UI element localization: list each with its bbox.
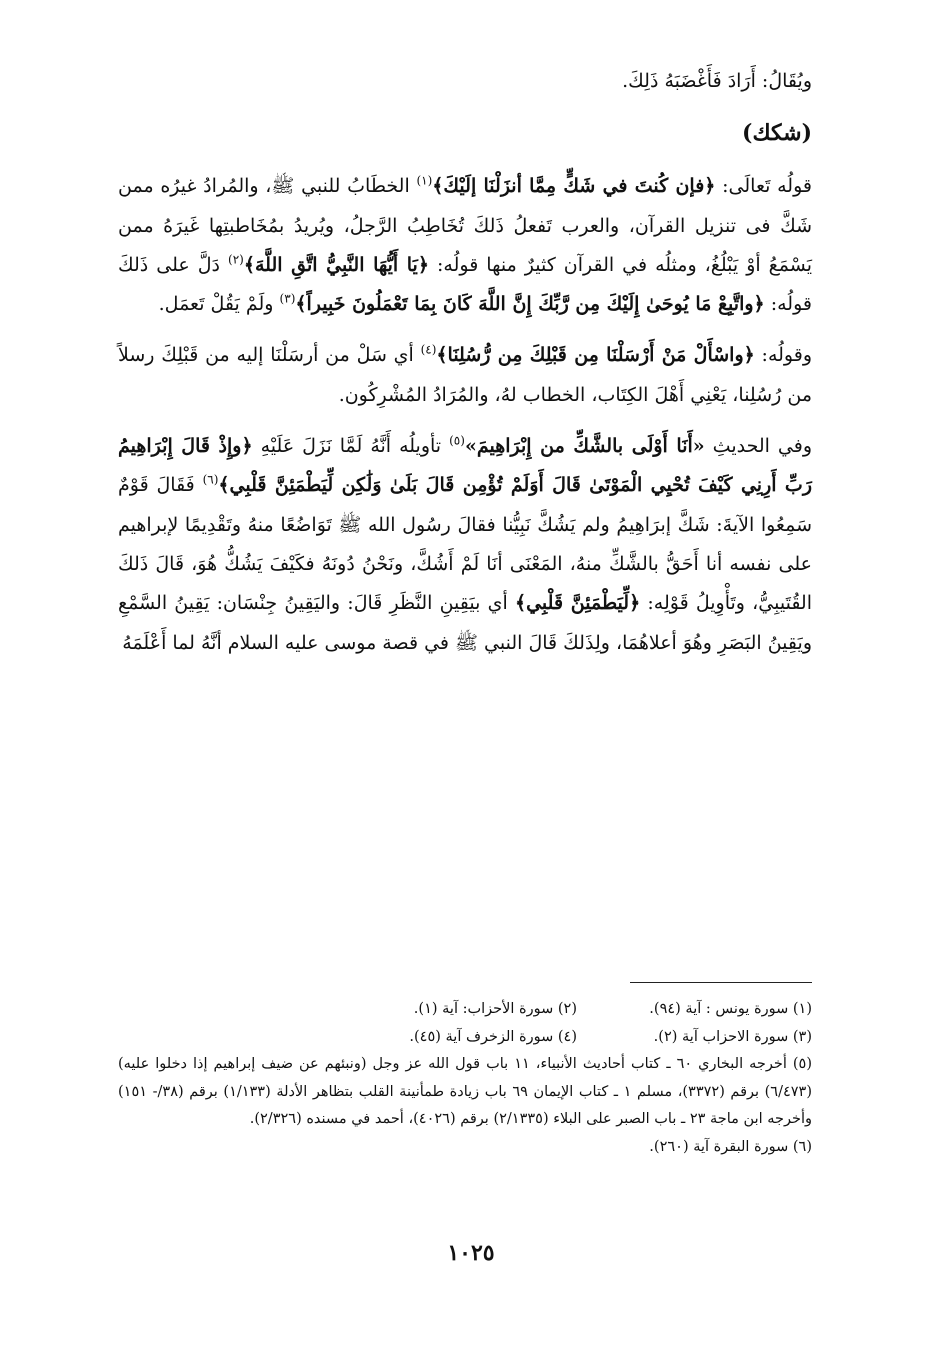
p3-intro: وفي الحديثِ	[712, 435, 813, 458]
footnote-6: (٦) سورة البقرة آية (٢٦٠).	[649, 1138, 812, 1155]
p2-text: أي سَلْ من أرسَلْنَا إليه من قَبْلِكَ رسلاً من رُسُلِنا، يَعْنِي أَهْلَ الكِتَاب، الخطاب لهُ، والمُرَادُ المُشْرِكُون.	[118, 344, 812, 406]
footnote-ref-3: (٣)	[279, 291, 296, 306]
footnotes	[118, 996, 812, 1161]
footnote-row-1	[118, 996, 812, 1024]
p3-text-1: تأويلُه أَنَّهُ لَمَّا نَزَلَ عَلَيْهِ	[260, 435, 442, 458]
footnote-ref-1: (١)	[416, 173, 433, 188]
p2-intro: وقولُه:	[761, 344, 812, 367]
entry-heading: (شكك)	[742, 120, 812, 147]
footnote-ref-4: (٤)	[420, 343, 437, 358]
quran-verse-4: ﴿واسْأَلْ مَنْ أَرْسَلْنَا مِن قَبْلِكَ مِن رُّسُلِنَا﴾	[436, 344, 755, 367]
paragraph-3	[118, 427, 812, 663]
paragraph-1	[118, 167, 812, 324]
quran-verse-6: ﴿لِّيَطْمَئِنَّ قَلْبِي﴾	[514, 592, 641, 615]
footnote-ref-6: (٦)	[202, 473, 219, 488]
p3-text-2: فَقَالَ قَوْمٌ سَمِعُوا الآيةَ: شَكَّ إبرَاهِيمُ ولم يَشُكَّ نَبِيُّنا فقالَ رسُول الله ﷺ تَوَاضُعًا منهُ وتَقْدِيمًا لإبراهيم على نفسه أنا أَحَقُّ بالشَّكِّ منهُ، المَعْنَى أنَا لَمْ أَشُكَّ، ونَحْنُ دُونَهُ فكَيْفَ يَشُكُّ هُوَ، قَالَ ذَلكَ القُتَيبِيُّ، وتَأْوِيلُ قَوْلِه:	[118, 474, 812, 615]
p1-text-3: ولَمْ يَقُلْ تَعمَل.	[158, 293, 274, 316]
footnote-5: (٥) أخرجه البخاري ٦٠ ـ كتاب أحاديث الأنبياء، ١١ باب قول الله عز وجل (ونبئهم عن ضيف إبراهيم إذا دخلوا عليه) (٦/٤٧٣) برقم (٣٣٧٢)، مسلم ١ ـ كتاب الإيمان ٦٩ باب زيادة طمأنينة القلب بتظاهر الأدلة (١/١٣٣) برقم (٣٨/- ١٥١) وأخرجه ابن ماجة ٢٣ ـ باب الصبر على البلاء (٢/١٣٣٥) برقم (٤٠٢٦)، أحمد في مسنده (٢/٣٢٦).	[118, 1056, 812, 1127]
quran-verse-1: ﴿فإن كُنتَ في شَكٍّ مِمَّا أنزَلْنَا إلَيْكَ﴾	[432, 175, 716, 198]
p1-text-2: دَلَّ على ذَلكَ قولُه:	[118, 253, 812, 316]
footnote-3: (٣) سورة الاحزاب آية (٢).	[653, 1028, 812, 1045]
footnote-4: (٤) سورة الزخرف آية (٤٥).	[409, 1028, 577, 1045]
quran-verse-5: ﴿وإِذْ قَالَ إِبْرَاهِيمُ رَبِّ أَرِنِي كَيْفَ تُحْيِي الْمَوْتَىٰ قَالَ أَوَلَمْ تُؤْمِن قَالَ بَلَىٰ وَلَٰكِن لِّيَطْمَئِنَّ قَلْبِي﴾	[118, 435, 812, 497]
footnote-ref-2: (٢)	[228, 252, 244, 267]
paragraph-2	[118, 336, 812, 415]
quran-verse-2: ﴿يَا أَيُّهَا النَّبِيُّ اتَّقِ اللَّهَ﴾	[243, 253, 429, 276]
quran-verse-3: ﴿واتَّبِعْ مَا يُوحَىٰ إِلَيْكَ مِن رَّبِّكَ إِنَّ اللَّهَ كَانَ بِمَا تَعْمَلُونَ خَبِيراً﴾	[295, 293, 765, 316]
footnote-ref-5: (٥)	[449, 433, 465, 448]
hadith-quote: «أَنَا أَوْلَى بالشَّكِّ من إِبْرَاهِيمَ»	[464, 435, 705, 458]
footnote-row-2	[118, 1024, 812, 1052]
footnote-2: (٢) سورة الأحزاب: آية (١).	[413, 1001, 577, 1017]
opening-line: ويُقَالُ: أَرَادَ فَأَغْضَبَهُ ذَلِكَ.	[622, 70, 812, 92]
footnote-1: (١) سورة يونس : آية (٩٤).	[649, 1001, 812, 1017]
page-number: ١٠٢٥	[447, 1240, 495, 1266]
footnote-separator	[630, 982, 812, 983]
p1-intro: قولُه تَعالَى:	[722, 175, 812, 198]
p1-text-1: الخطَابُ للنبي ﷺ، والمُرادُ غيرُه ممن شَكَّ فى تنزيل القرآن، والعرب تَفعلُ ذَلكَ تُخَاطِبُ الرَّجلُ، ويُريدُ بمُخَاطبتِها غَيرَهُ ممن يَسْمَعُ أوْ يَبْلُغُ، ومثلُه في القرآن كثيرٌ منها قولُه:	[118, 175, 813, 276]
main-text	[118, 62, 812, 663]
p3-text-3: أي بيَقِينِ النَّظَرِ قَالَ: واليَقِينُ جِنْسَان: يَقِينُ السَّمْعِ ويَقِينُ البَصَرِ وهُوَ أعلاهُمَا، ولِذَلكَ قَالَ النبي ﷺ في قصة موسى عليه السلام أنَّهُ لما أَعْلَمَهُ	[118, 592, 812, 654]
